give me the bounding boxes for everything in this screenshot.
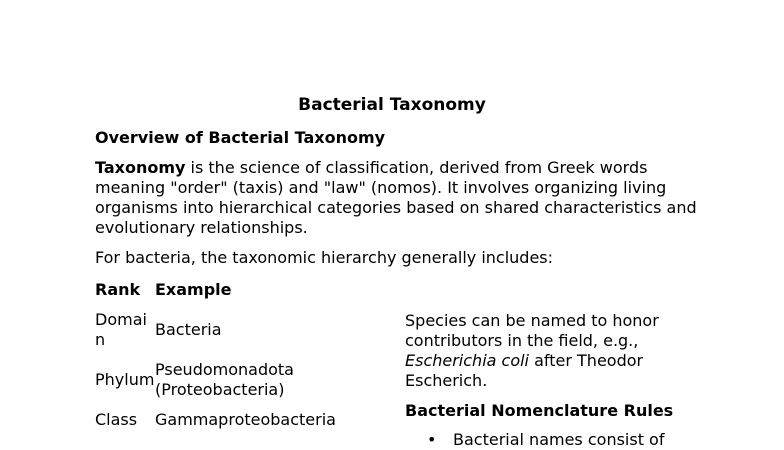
example-cell: Bacteria: [155, 320, 222, 339]
species-name: Escherichia coli: [405, 351, 529, 370]
species-note-before: Species can be named to honor contributors in the field, e.g.,: [405, 311, 659, 350]
taxonomy-term: Taxonomy: [95, 158, 186, 177]
intro-paragraph: [95, 158, 705, 238]
nomenclature-list: [405, 430, 664, 450]
section-heading: Overview of Bacterial Taxonomy: [95, 128, 386, 147]
example-cell: Gammaproteobacteria: [155, 410, 336, 429]
rank-cell: Class: [95, 410, 138, 429]
bullet-icon: •: [427, 430, 437, 449]
table-row: [95, 310, 355, 350]
taxonomy-table: [95, 280, 355, 430]
table-header-row: [95, 280, 355, 310]
list-item: [405, 430, 664, 450]
table-row: [95, 400, 355, 430]
species-note: [405, 311, 695, 391]
document-title: Bacterial Taxonomy: [298, 95, 486, 115]
rank-cell: Domain: [95, 310, 147, 349]
rank-header: Rank: [95, 280, 141, 299]
table-row: [95, 350, 355, 400]
nomenclature-heading: Bacterial Nomenclature Rules: [405, 401, 674, 420]
hierarchy-intro: For bacteria, the taxonomic hierarchy generally includes:: [95, 248, 554, 267]
example-header: Example: [155, 280, 232, 299]
example-cell: Pseudomonadota (Proteobacteria): [155, 360, 294, 399]
species-note-after: after Theodor Escherich.: [405, 351, 644, 390]
list-item-text: Bacterial names consist of: [453, 430, 665, 449]
intro-text: is the science of classification, derived from Greek words meaning "order" (taxis) and "law" (nomos). It involves organizing living organisms into hierarchical categories based on shared characteristics and evolutionary relationships.: [95, 158, 697, 237]
rank-cell: Phylum: [95, 370, 155, 389]
